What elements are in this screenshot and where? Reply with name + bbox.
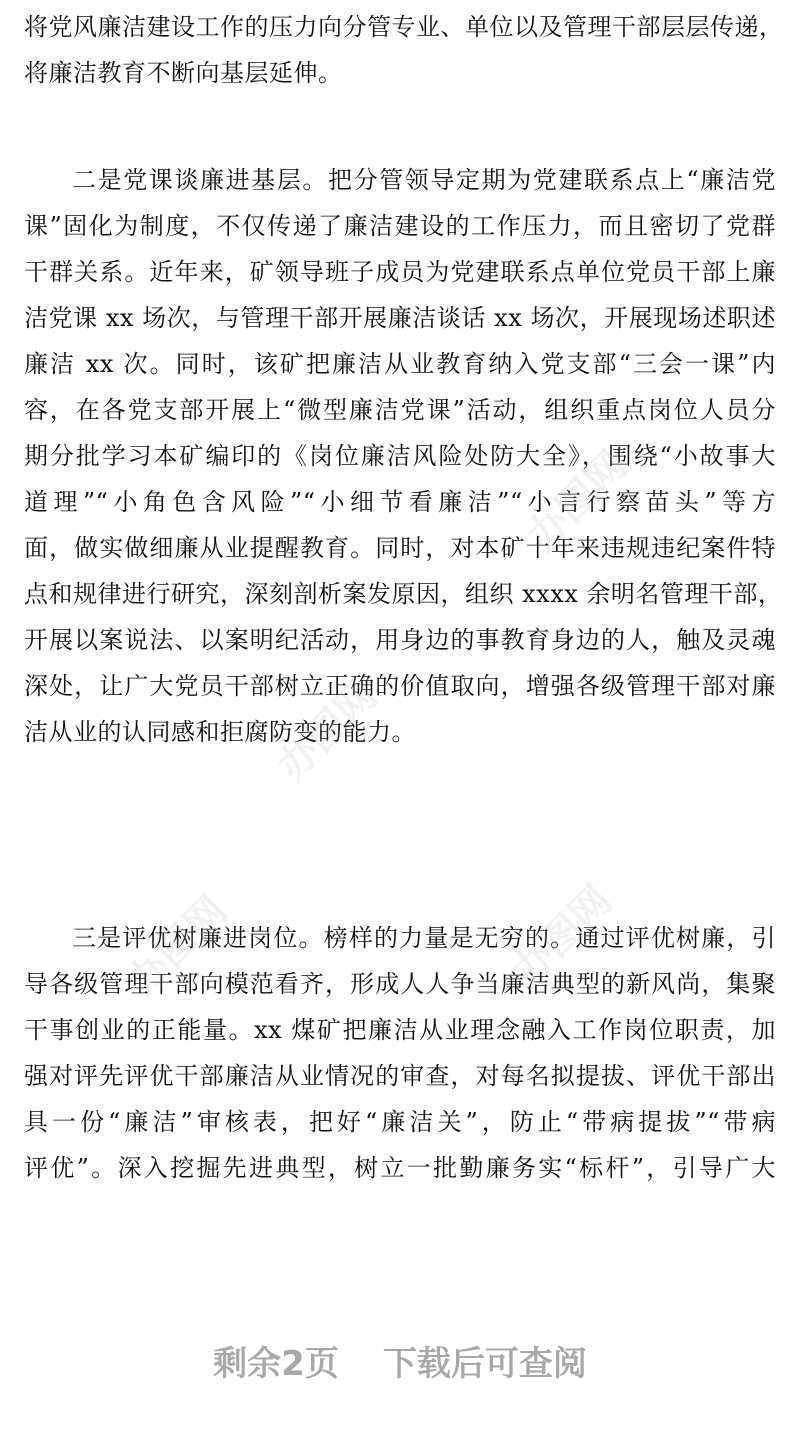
- watermark: 办图网: [268, 672, 387, 790]
- paragraph-line: 洁党课 xx 场次，与管理干部开展廉洁谈话 xx 场次，开展现场述职述: [24, 304, 776, 332]
- paragraph-line: 容，在各党支部开展上“微型廉洁党课”活动，组织重点岗位人员分: [24, 396, 776, 424]
- download-prompt[interactable]: [0, 1330, 800, 1390]
- watermark: 办图网: [118, 887, 237, 1005]
- paragraph-line: 干事创业的正能量。xx 煤矿把廉洁从业理念融入工作岗位职责，加: [24, 1016, 776, 1044]
- paragraph-line: 课”固化为制度，不仅传递了廉洁建设的工作压力，而且密切了党群: [24, 212, 776, 240]
- paragraph-2: [24, 157, 783, 755]
- paragraph-line: 三是评优树廉进岗位。榜样的力量是无穷的。通过评优树廉，引: [72, 924, 776, 952]
- paragraph-line: 二是党课谈廉进基层。把分管领导定期为党建联系点上“廉洁党: [72, 166, 776, 194]
- paragraph-line: 导各级管理干部向模范看齐，形成人人争当廉洁典型的新风尚，集聚: [24, 970, 776, 998]
- paragraph-line: 面，做实做细廉从业提醒教育。同时，对本矿十年来违规违纪案件特: [24, 534, 776, 562]
- watermark: 办图网: [518, 442, 637, 560]
- paragraph-line: 廉洁 xx 次。同时，该矿把廉洁从业教育纳入党支部“三会一课”内: [24, 350, 776, 378]
- download-hint-label[interactable]: 下载后可查阅: [382, 1343, 587, 1384]
- paragraph-line: 将党风廉洁建设工作的压力向分管专业、单位以及管理干部层层传递，: [24, 13, 784, 41]
- paragraph-line: 评优”。深入挖掘先进典型，树立一批勤廉务实“标杆”，引导广大: [24, 1154, 776, 1182]
- paragraph-line: 道理”“小角色含风险”“小细节看廉洁”“小言行察苗头”等方: [24, 488, 776, 516]
- paragraph-line: 干群关系。近年来，矿领导班子成员为党建联系点单位党员干部上廉: [24, 258, 776, 286]
- paragraph-line: 深处，让广大党员干部树立正确的价值取向，增强各级管理干部对廉: [24, 672, 776, 700]
- paragraph-line: 开展以案说法、以案明纪活动，用身边的事教育身边的人，触及灵魂: [24, 626, 776, 654]
- watermark: 办图网: [503, 877, 622, 995]
- remaining-pages-label[interactable]: 剩余2页: [213, 1343, 339, 1384]
- paragraph-line: 洁从业的认同感和拒腐防变的能力。: [24, 718, 416, 746]
- paragraph-1: [24, 4, 784, 96]
- paragraph-line: 期分批学习本矿编印的《岗位廉洁风险处防大全》，围绕“小故事大: [24, 442, 776, 470]
- paragraph-line: 具一份“廉洁”审核表，把好“廉洁关”，防止“带病提拔”“带病: [24, 1108, 776, 1136]
- paragraph-line: 强对评先评优干部廉洁从业情况的审查，对每名拟提拔、评优干部出: [24, 1062, 776, 1090]
- paragraph-line: 点和规律进行研究，深刻剖析案发原因，组织 xxxx 余明名管理干部，: [24, 580, 783, 608]
- paragraph-3: [24, 915, 776, 1191]
- paragraph-line: 将廉洁教育不断向基层延伸。: [24, 59, 343, 87]
